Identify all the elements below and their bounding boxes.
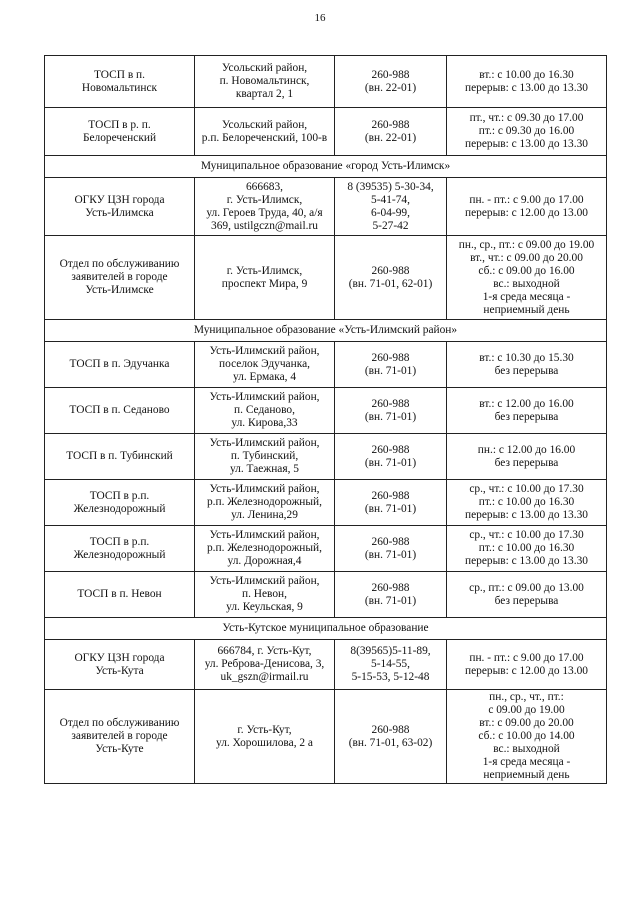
cell-line: р.п. Железнодорожный, [206,496,323,508]
cell-line: п. Седаново, [234,404,295,416]
table-row [45,572,607,618]
cell-line: 369, ustilgczn@mail.ru [211,219,318,232]
cell-line: вт.: с 09.00 до 20.00 [479,717,574,729]
cell-line: пт.: с 10.00 до 16.30 [478,496,575,508]
cell-line: вт.: с 12.00 до 16.00 [479,397,574,410]
office-name-cell [45,526,195,572]
cell-line: неприемный день [483,303,570,316]
cell-line: 260-988 [371,351,410,364]
cell-line: 8(39565)5-11-89, [350,645,431,657]
office-name-cell [45,342,195,388]
office-name-cell [45,690,195,784]
cell-line: ТОСП в п. [93,68,145,81]
table-row [45,342,607,388]
phone-cell [335,572,447,618]
cell-line: п. Невон, [241,588,287,600]
cell-line: пт., чт.: с 09.30 до 17.00 [469,112,584,124]
phone-cell [335,640,447,690]
cell-line: 5-15-53, 5-12-48 [351,671,430,683]
cell-line: пн.: с 12.00 до 16.00 [477,443,576,456]
cell-line: 260-988 [371,118,410,131]
cell-line: 5-27-42 [372,219,409,232]
cell-line: Усть-Илимский район, [209,529,320,541]
cell-line: 260-988 [371,264,410,277]
cell-line: вт.: с 10.30 до 15.30 [479,351,574,364]
cell-line: без перерыва [494,364,559,377]
cell-line: ТОСП в п. Невон [77,588,162,600]
address-cell [195,388,335,434]
table-row [45,640,607,690]
schedule-cell [447,480,607,526]
cell-line: с 09.00 до 19.00 [488,704,565,716]
schedule-cell [447,434,607,480]
cell-line: ул. Ермака, 4 [232,371,297,383]
table-row [45,526,607,572]
phone-cell [335,388,447,434]
cell-line: сб.: с 09.00 до 16.00 [478,264,575,277]
phone-cell [335,526,447,572]
cell-line: ул. Кирова,33 [231,417,298,429]
cell-line: ср., чт.: с 10.00 до 17.30 [469,529,584,541]
table-row [45,178,607,236]
cell-line: (вн. 22-01) [364,81,417,94]
cell-line: перерыв: с 13.00 до 13.30 [465,81,588,94]
office-name-cell [45,178,195,236]
cell-line: 666784, г. Усть-Кут, [217,645,312,657]
table-row [45,388,607,434]
cell-line: г. Усть-Илимск, [226,264,303,277]
schedule-cell [447,572,607,618]
table-row [45,108,607,156]
cell-line: вс.: выходной [493,743,560,755]
cell-line: пн. - пт.: с 9.00 до 17.00 [469,193,584,206]
cell-line: Железнодорожный [73,502,166,515]
cell-line: р.п. Белореченский, 100-в [201,131,328,144]
cell-line: проспект Мира, 9 [221,277,308,290]
cell-line: (вн. 22-01) [364,131,417,144]
schedule-cell [447,690,607,784]
office-name-cell [45,56,195,108]
phone-cell [335,690,447,784]
cell-line: вт., чт.: с 09.00 до 20.00 [470,251,583,264]
address-cell [195,178,335,236]
cell-line: п. Новомальтинск, [219,75,310,87]
schedule-cell [447,342,607,388]
cell-line: Усть-Илимска [85,206,154,219]
phone-cell [335,480,447,526]
cell-line: uk_gszn@irmail.ru [220,671,309,683]
cell-line: ул. Героев Труда, 40, а/я [206,206,323,219]
table-row [45,236,607,320]
cell-line: (вн. 71-01, 62-01) [348,277,433,290]
cell-line: перерыв: с 12.00 до 13.00 [465,206,588,219]
cell-line: Белореченский [82,131,157,144]
cell-line: 260-988 [371,723,410,736]
cell-line: 1-я среда месяца - [482,756,571,768]
table-body [45,56,607,784]
section-title: Усть-Кутское муниципальное образование [45,618,607,640]
cell-line: Железнодорожный [73,548,166,561]
cell-line: перерыв: с 12.00 до 13.00 [465,664,588,677]
section-title: Муниципальное образование «город Усть-Илимск» [45,156,607,178]
cell-line: 6-04-99, [371,206,410,219]
cell-line: вс.: выходной [493,277,560,290]
cell-line: ул. Кеульская, 9 [226,601,303,613]
cell-line: перерыв: с 13.00 до 13.30 [465,138,588,150]
contact-table [44,55,607,784]
cell-line: ТОСП в п. Тубинский [66,450,173,462]
phone-cell [335,108,447,156]
cell-line: 260-988 [371,397,410,410]
section-row [45,320,607,342]
cell-line: ул. Ленина,29 [231,509,298,521]
table-row [45,690,607,784]
cell-line: 260-988 [371,68,410,81]
cell-line: ул. Хорошилова, 2 а [216,736,313,749]
schedule-cell [447,56,607,108]
cell-line: 1-я среда месяца - [482,290,571,303]
address-cell [195,108,335,156]
cell-line: 5-41-74, [371,193,410,206]
cell-line: 260-988 [371,443,410,456]
office-name-cell [45,480,195,526]
cell-line: поселок Эдучанка, [219,358,310,370]
cell-line: ул. Реброва-Денисова, 3, [204,658,325,670]
cell-line: Новомальтинск [81,81,158,94]
cell-line: Усть-Куте [95,743,144,755]
schedule-cell [447,388,607,434]
cell-line: п. Тубинский, [230,450,299,462]
cell-line: пт.: с 09.30 до 16.00 [478,125,575,137]
cell-line: Отдел по обслуживанию [59,258,180,270]
cell-line: заявителей в городе [71,271,168,283]
cell-line: вт.: с 10.00 до 16.30 [479,68,574,81]
cell-line: Усть-Илимский район, [209,483,320,495]
cell-line: Усть-Илимский район, [209,437,320,449]
section-row [45,618,607,640]
cell-line: (вн. 71-01) [364,364,417,377]
address-cell [195,434,335,480]
cell-line: ТОСП в п. Эдучанка [69,358,170,370]
cell-line: пн., ср., пт.: с 09.00 до 19.00 [458,238,595,251]
office-name-cell [45,108,195,156]
cell-line: ОГКУ ЦЗН города [74,651,165,664]
cell-line: ТОСП в р. п. [88,118,151,131]
schedule-cell [447,640,607,690]
cell-line: Усть-Илимский район, [209,575,320,587]
cell-line: без перерыва [494,594,559,607]
address-cell [195,342,335,388]
office-name-cell [45,640,195,690]
cell-line: Усольский район, [221,118,308,131]
cell-line: (вн. 71-01) [364,410,417,423]
cell-line: квартал 2, 1 [235,88,294,100]
phone-cell [335,342,447,388]
cell-line: неприемный день [483,769,570,781]
cell-line: р.п. Железнодорожный, [206,542,323,554]
schedule-cell [447,526,607,572]
cell-line: г. Усть-Илимск, [226,193,303,206]
cell-line: пт.: с 10.00 до 16.30 [478,542,575,554]
cell-line: без перерыва [494,410,559,423]
cell-line: (вн. 71-01) [364,456,417,469]
page-number: 16 [314,12,326,24]
cell-line: г. Усть-Кут, [237,723,292,736]
cell-line: Усть-Кута [95,664,144,677]
office-name-cell [45,572,195,618]
cell-line: (вн. 71-01) [364,594,417,607]
cell-line: пн. - пт.: с 9.00 до 17.00 [469,651,584,664]
cell-line: (вн. 71-01) [364,548,417,561]
office-name-cell [45,236,195,320]
phone-cell [335,434,447,480]
cell-line: ср., пт.: с 09.00 до 13.00 [469,581,584,594]
cell-line: Усть-Илимске [85,284,154,296]
phone-cell [335,56,447,108]
cell-line: заявителей в городе [71,730,168,742]
cell-line: Отдел по обслуживанию [59,717,180,729]
table-row [45,480,607,526]
cell-line: 666683, [245,180,284,193]
phone-cell [335,178,447,236]
office-name-cell [45,434,195,480]
cell-line: 260-988 [371,535,410,548]
address-cell [195,236,335,320]
cell-line: ул. Таежная, 5 [229,463,299,475]
cell-line: ул. Дорожная,4 [227,555,302,567]
section-row [45,156,607,178]
cell-line: ТОСП в р.п. [89,489,150,502]
cell-line: (вн. 71-01) [364,502,417,515]
address-cell [195,56,335,108]
cell-line: ср., чт.: с 10.00 до 17.30 [469,483,584,495]
cell-line: Усть-Илимский район, [209,391,320,403]
cell-line: сб.: с 10.00 до 14.00 [478,730,575,742]
address-cell [195,480,335,526]
cell-line: перерыв: с 13.00 до 13.30 [465,509,588,521]
section-title: Муниципальное образование «Усть-Илимский район» [45,320,607,342]
cell-line: ТОСП в п. Седаново [69,404,170,416]
cell-line: ОГКУ ЦЗН города [74,193,165,206]
cell-line: перерыв: с 13.00 до 13.30 [465,555,588,567]
address-cell [195,572,335,618]
phone-cell [335,236,447,320]
table-row [45,56,607,108]
cell-line: без перерыва [494,456,559,469]
schedule-cell [447,236,607,320]
office-name-cell [45,388,195,434]
address-cell [195,640,335,690]
cell-line: 260-988 [371,489,410,502]
table-row [45,434,607,480]
cell-line: 8 (39535) 5-30-34, [347,180,434,193]
address-cell [195,526,335,572]
cell-line: Усть-Илимский район, [209,345,320,357]
schedule-cell [447,108,607,156]
cell-line: пн., ср., чт., пт.: [489,691,564,703]
address-cell [195,690,335,784]
cell-line: ТОСП в р.п. [89,535,150,548]
schedule-cell [447,178,607,236]
cell-line: (вн. 71-01, 63-02) [348,736,433,749]
cell-line: Усольский район, [221,62,308,74]
cell-line: 5-14-55, [371,658,410,670]
cell-line: 260-988 [371,581,410,594]
